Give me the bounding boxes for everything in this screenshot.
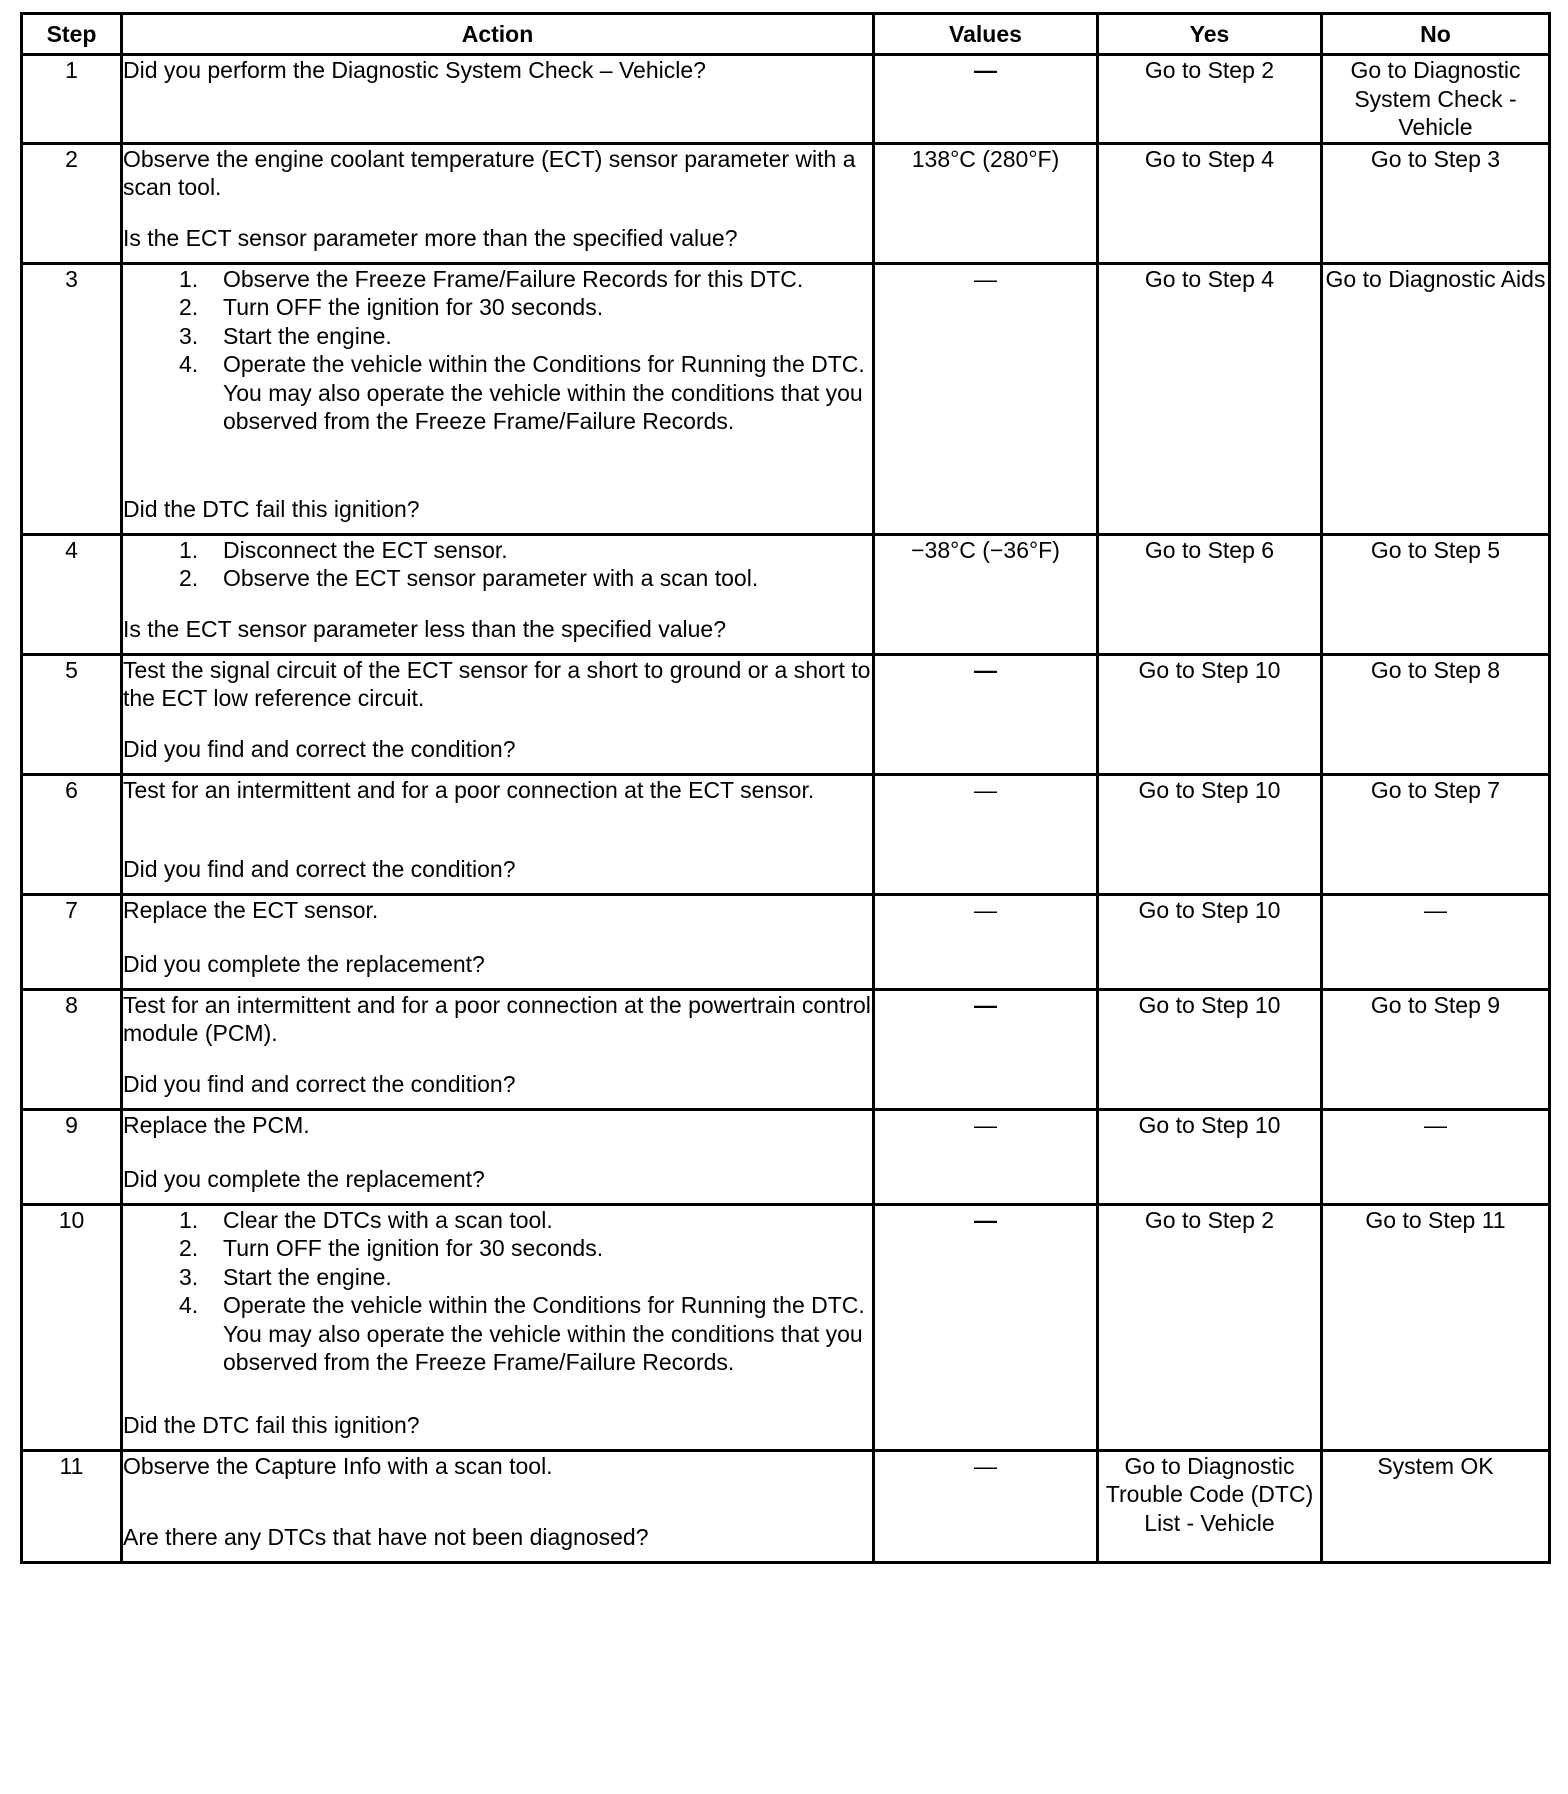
action-cell <box>122 1450 874 1562</box>
value-cell <box>874 263 1098 534</box>
action-cell <box>122 894 874 989</box>
action-substeps <box>123 536 872 593</box>
action-cell <box>122 1204 874 1450</box>
action-cell <box>122 774 874 894</box>
substep-item <box>179 1206 872 1235</box>
step-number: 5 <box>22 654 122 774</box>
substep-number: 1. <box>179 265 199 292</box>
header-action: Action <box>122 14 874 55</box>
action-instruction: Observe the engine coolant temperature (ECT) sensor parameter with a scan tool. <box>123 145 856 200</box>
table-row <box>22 55 1550 144</box>
table-row <box>22 143 1550 263</box>
step-number: 2 <box>22 143 122 263</box>
yes-action: Go to Step 2 <box>1098 55 1322 144</box>
substep-item <box>179 322 872 351</box>
table-body <box>22 55 1550 1563</box>
substep-text: Disconnect the ECT sensor. <box>223 536 508 563</box>
action-instruction: Test for an intermittent and for a poor connection at the powertrain control module (PCM). <box>123 991 871 1046</box>
no-action: Go to Step 7 <box>1322 774 1550 894</box>
no-action: Go to Step 11 <box>1322 1204 1550 1450</box>
action-instruction: Test for an intermittent and for a poor connection at the ECT sensor. <box>123 776 815 803</box>
action-instruction: Observe the Capture Info with a scan tool. <box>123 1452 553 1479</box>
value-cell <box>874 894 1098 989</box>
action-cell <box>122 654 874 774</box>
yes-action: Go to Step 4 <box>1098 143 1322 263</box>
table-row <box>22 263 1550 534</box>
no-action: Go to Diagnostic System Check - Vehicle <box>1322 55 1550 144</box>
specified-value: — <box>974 896 997 923</box>
action-instruction: Replace the ECT sensor. <box>123 896 379 923</box>
no-action: — <box>1322 894 1550 989</box>
action-cell <box>122 55 874 144</box>
step-number: 1 <box>22 55 122 144</box>
specified-value: — <box>974 991 997 1018</box>
substep-number: 2. <box>179 294 199 320</box>
action-cell <box>122 143 874 263</box>
specified-value: 138°C (280°F) <box>911 145 1060 172</box>
table-row <box>22 1204 1550 1450</box>
table-row <box>22 989 1550 1109</box>
substep-number: 3. <box>179 1263 199 1290</box>
step-number: 8 <box>22 989 122 1109</box>
yes-action: Go to Step 10 <box>1098 654 1322 774</box>
substep-item <box>179 564 872 593</box>
value-cell <box>874 654 1098 774</box>
substep-text: Turn OFF the ignition for 30 seconds. <box>223 1235 604 1261</box>
header-yes: Yes <box>1098 14 1322 55</box>
action-cell <box>122 1109 874 1204</box>
no-action: System OK <box>1322 1450 1550 1562</box>
diagnostic-table <box>20 12 1551 1564</box>
action-question: Did you find and correct the condition? <box>123 856 516 882</box>
substep-item <box>179 1263 872 1292</box>
substep-text: Turn OFF the ignition for 30 seconds. <box>223 294 604 320</box>
substep-number: 4. <box>179 1292 199 1318</box>
step-number: 3 <box>22 263 122 534</box>
yes-action: Go to Step 2 <box>1098 1204 1322 1450</box>
substep-item <box>179 1291 872 1377</box>
specified-value: — <box>974 57 997 83</box>
action-cell <box>122 263 874 534</box>
substep-text: Clear the DTCs with a scan tool. <box>223 1206 553 1233</box>
action-substeps <box>123 265 872 436</box>
action-question: Did you find and correct the condition? <box>123 736 516 762</box>
action-question: Is the ECT sensor parameter more than the specified value? <box>123 225 738 251</box>
specified-value: — <box>974 776 997 803</box>
no-action: Go to Step 9 <box>1322 989 1550 1109</box>
substep-number: 3. <box>179 322 199 349</box>
value-cell <box>874 774 1098 894</box>
value-cell <box>874 989 1098 1109</box>
yes-action: Go to Step 10 <box>1098 774 1322 894</box>
substep-number: 1. <box>179 536 199 563</box>
table-row <box>22 1450 1550 1562</box>
value-cell <box>874 143 1098 263</box>
action-question: Did the DTC fail this ignition? <box>123 1412 420 1438</box>
substep-item <box>179 536 872 565</box>
table-row <box>22 534 1550 654</box>
value-cell <box>874 1204 1098 1450</box>
action-question: Is the ECT sensor parameter less than the specified value? <box>123 616 727 642</box>
action-substeps <box>123 1206 872 1377</box>
action-cell <box>122 989 874 1109</box>
no-action: — <box>1322 1109 1550 1204</box>
value-cell <box>874 55 1098 144</box>
substep-item <box>179 350 872 436</box>
action-instruction: Test the signal circuit of the ECT sensor for a short to ground or a short to the ECT low reference circuit. <box>123 656 871 711</box>
yes-action: Go to Step 6 <box>1098 534 1322 654</box>
value-cell <box>874 1109 1098 1204</box>
step-number: 10 <box>22 1204 122 1450</box>
table-row <box>22 894 1550 989</box>
action-question: Did you complete the replacement? <box>123 1166 485 1192</box>
specified-value: — <box>974 1452 997 1479</box>
specified-value: — <box>974 1206 997 1233</box>
table-header <box>22 14 1550 55</box>
action-instruction: Did you perform the Diagnostic System Check – Vehicle? <box>123 57 706 83</box>
value-cell <box>874 534 1098 654</box>
substep-text: Observe the Freeze Frame/Failure Records for this DTC. <box>223 265 804 292</box>
step-number: 7 <box>22 894 122 989</box>
header-row <box>22 14 1550 55</box>
step-number: 4 <box>22 534 122 654</box>
action-cell <box>122 534 874 654</box>
no-action: Go to Step 3 <box>1322 143 1550 263</box>
substep-number: 2. <box>179 1235 199 1261</box>
action-question: Did you complete the replacement? <box>123 951 485 977</box>
specified-value: — <box>974 656 997 683</box>
step-number: 11 <box>22 1450 122 1562</box>
action-question: Did the DTC fail this ignition? <box>123 496 420 522</box>
substep-text: Operate the vehicle within the Conditions for Running the DTC. You may also operate the vehicle within the conditions that you observed from the Freeze Frame/Failure Records. <box>223 351 865 434</box>
substep-text: Start the engine. <box>223 1263 392 1290</box>
step-number: 9 <box>22 1109 122 1204</box>
table-row <box>22 1109 1550 1204</box>
substep-item <box>179 1234 872 1263</box>
action-instruction: Replace the PCM. <box>123 1111 310 1138</box>
no-action: Go to Step 5 <box>1322 534 1550 654</box>
no-action: Go to Step 8 <box>1322 654 1550 774</box>
yes-action: Go to Step 4 <box>1098 263 1322 534</box>
yes-action: Go to Step 10 <box>1098 989 1322 1109</box>
action-question: Are there any DTCs that have not been diagnosed? <box>123 1524 649 1550</box>
substep-number: 4. <box>179 351 199 377</box>
diagnostic-table-container <box>20 12 1551 1564</box>
substep-text: Operate the vehicle within the Conditions for Running the DTC. You may also operate the vehicle within the conditions that you observed from the Freeze Frame/Failure Records. <box>223 1292 865 1375</box>
substep-item <box>179 293 872 322</box>
specified-value: −38°C (−36°F) <box>911 536 1060 563</box>
step-number: 6 <box>22 774 122 894</box>
substep-text: Start the engine. <box>223 322 392 349</box>
table-row <box>22 774 1550 894</box>
substep-item <box>179 265 872 294</box>
yes-action: Go to Diagnostic Trouble Code (DTC) List - Vehicle <box>1098 1450 1322 1562</box>
no-action: Go to Diagnostic Aids <box>1322 263 1550 534</box>
substep-text: Observe the ECT sensor parameter with a scan tool. <box>223 565 759 591</box>
yes-action: Go to Step 10 <box>1098 1109 1322 1204</box>
yes-action: Go to Step 10 <box>1098 894 1322 989</box>
specified-value: — <box>974 265 997 292</box>
substep-number: 1. <box>179 1206 199 1233</box>
table-row <box>22 654 1550 774</box>
value-cell <box>874 1450 1098 1562</box>
header-step: Step <box>22 14 122 55</box>
action-question: Did you find and correct the condition? <box>123 1071 516 1097</box>
specified-value: — <box>974 1111 997 1138</box>
header-values: Values <box>874 14 1098 55</box>
header-no: No <box>1322 14 1550 55</box>
substep-number: 2. <box>179 565 199 591</box>
